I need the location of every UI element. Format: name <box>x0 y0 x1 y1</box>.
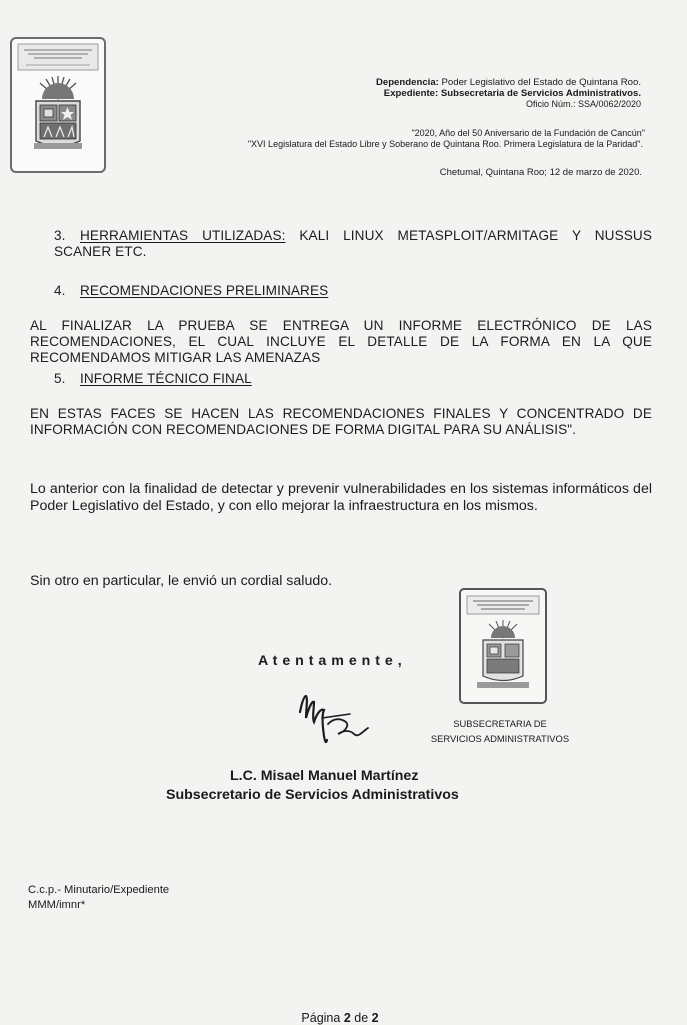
dependencia-label: Dependencia: <box>375 77 439 88</box>
initials-line: MMM/imnr* <box>28 899 86 911</box>
signer-title: Subsecretario de Servicios Administrativos <box>166 787 459 803</box>
item-3-number: 3. <box>54 228 66 243</box>
page-total: 2 <box>371 1011 379 1025</box>
official-stamp <box>459 588 547 704</box>
legislature-legend: "XVI Legislatura del Estado Libre y Soberano de Quintana Roo. Primera Legislatura de la Paridad". <box>247 139 643 149</box>
atentamente: A t e n t a m e n t e , <box>258 653 403 669</box>
document-date: Chetumal, Quintana Roo; 12 de marzo de 2020. <box>439 167 642 178</box>
item-5-number: 5. <box>54 371 66 386</box>
handwritten-signature <box>292 688 378 752</box>
page-mid: de <box>350 1011 372 1025</box>
header-expediente <box>384 88 641 99</box>
stamp-caption <box>410 716 590 746</box>
closing-paragraph: Lo anterior con la finalidad de detectar y prevenir vulnerabilidades en los sistemas informáticos del Poder Legislativo del Estado, y con ello mejorar la infraestructura en los mismos. <box>30 481 652 514</box>
item-5-paragraph: EN ESTAS FACES SE HACEN LAS RECOMENDACIONES FINALES Y CONCENTRADO DE INFORMACIÓN CON RECOMENDACIONES DE FORMA DIGITAL PARA SU ANÁLISIS". <box>30 406 652 437</box>
legislature-emblem-icon <box>12 39 104 171</box>
expediente-value: Subsecretaria de Servicios Administrativos. <box>440 88 641 99</box>
item-5-title: INFORME TÉCNICO FINAL <box>80 371 252 386</box>
page-current: 2 <box>343 1011 351 1025</box>
dependencia-value: Poder Legislativo del Estado de Quintana Roo. <box>441 77 641 88</box>
item-4-title: RECOMENDACIONES PRELIMINARES <box>80 283 329 298</box>
stamp-emblem-icon <box>461 590 545 702</box>
ccp-line: C.c.p.- Minutario/Expediente <box>28 884 170 896</box>
item-3 <box>54 228 652 260</box>
page-prefix: Página <box>301 1011 344 1025</box>
header-dependencia <box>376 77 641 88</box>
page-number <box>250 1011 430 1025</box>
item-3-title: HERRAMIENTAS UTILIZADAS: <box>80 228 286 243</box>
signer-name: L.C. Misael Manuel Martínez <box>230 768 419 784</box>
item-4-number: 4. <box>54 283 66 298</box>
item-3-text: KALI LINUX METASPLOIT/ARMITAGE Y NUSSUS SCANER ETC. <box>54 228 652 259</box>
item-4-paragraph: AL FINALIZAR LA PRUEBA SE ENTREGA UN INFORME ELECTRÓNICO DE LAS RECOMENDACIONES, EL CUAL INCLUYE EL DETALLE DE LA FORMA EN LA QUE RECOMENDAMOS MITIGAR LAS AMENAZAS <box>30 318 652 365</box>
anniversary-legend: "2020, Año del 50 Aniversario de la Fundación de Cancún" <box>411 128 645 138</box>
oficio-number: Oficio Núm.: SSA/0062/2020 <box>525 99 641 109</box>
expediente-label: Expediente: <box>383 88 439 99</box>
item-5-heading <box>54 371 454 387</box>
legislature-logo <box>10 37 106 173</box>
item-4-heading <box>54 283 454 299</box>
stamp-line-1: SUBSECRETARIA DE <box>453 718 547 729</box>
greeting-line: Sin otro en particular, le envió un cordial saludo. <box>30 573 333 589</box>
stamp-line-2: SERVICIOS ADMINISTRATIVOS <box>430 733 570 744</box>
